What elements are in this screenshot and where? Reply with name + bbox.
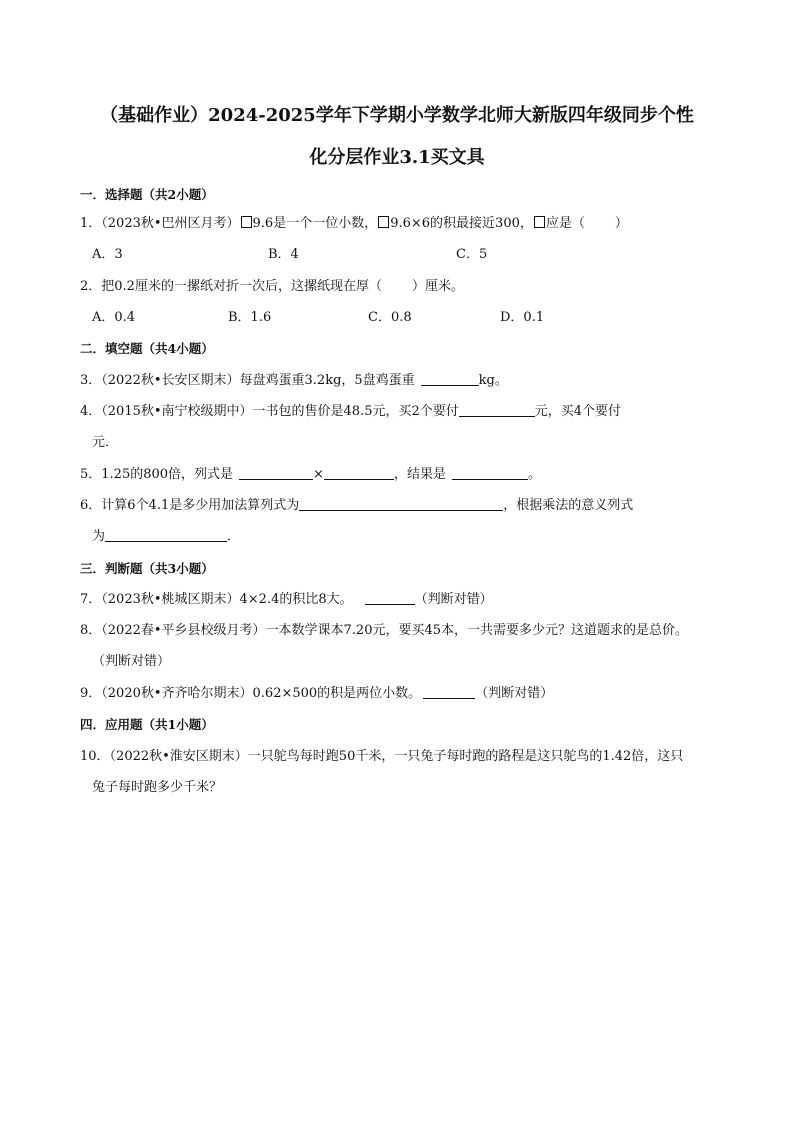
question-5 xyxy=(80,466,541,484)
question-6-text-1: 6．计算6个4.1是多少用加法算列式为 xyxy=(80,498,300,513)
answer-blank[interactable] xyxy=(459,403,535,417)
answer-blank[interactable] xyxy=(239,466,313,480)
option-2a: A．0.4 xyxy=(92,310,136,325)
section-heading-choice: 一．选择题（共2小题） xyxy=(80,187,214,202)
question-9 xyxy=(80,685,553,703)
section-heading-judge: 三．判断题（共3小题） xyxy=(80,561,214,576)
question-1 xyxy=(80,215,628,233)
question-3-text-2: kg。 xyxy=(478,373,508,388)
question-7 xyxy=(80,591,493,609)
answer-blank[interactable] xyxy=(421,372,479,386)
page-title-line-1: （基础作业）2024-2025学年下学期小学数学北师大新版四年级同步个性 xyxy=(100,105,694,126)
question-10-continued: 兔子每时跑多少千米？ xyxy=(92,780,223,795)
answer-blank[interactable] xyxy=(105,528,227,542)
question-5-text-1: 5．1.25的800倍，列式是 xyxy=(80,467,234,482)
section-heading-fill: 二．填空题（共4小题） xyxy=(80,341,214,356)
question-6-text-2: ，根据乘法的意义列式 xyxy=(503,498,634,513)
question-9-text-2: （判断对错） xyxy=(475,686,554,701)
question-6-continued xyxy=(92,528,240,546)
answer-blank[interactable] xyxy=(299,497,503,511)
question-8: 8．（2022春•平乡县校级月考）一本数学课本7.20元，要买45本，一共需要多少元？这道题求的是总价。 xyxy=(80,623,689,638)
option-1c: C．5 xyxy=(456,247,488,262)
question-1-part-4: ） xyxy=(614,216,628,231)
option-2c: C．0.8 xyxy=(368,310,412,325)
option-2b: B．1.6 xyxy=(228,310,272,325)
question-7-text-2: （判断对错） xyxy=(414,592,493,607)
question-1-part-2: 9.6×6的积最接近300， xyxy=(390,216,533,231)
question-3 xyxy=(80,372,508,390)
question-3-text-1: 3．（2022秋•长安区期末）每盘鸡蛋重3.2kg，5盘鸡蛋重 xyxy=(80,373,415,388)
question-1-prefix: 1．（2023秋•巴州区月考） xyxy=(80,216,240,231)
answer-blank[interactable] xyxy=(324,466,394,480)
answer-blank[interactable] xyxy=(452,466,528,480)
question-8-continued: （判断对错） xyxy=(92,654,171,669)
question-5-text-3: 。 xyxy=(527,467,541,482)
times-sign: × xyxy=(313,467,324,482)
question-4-text-2: 元，买4个要付 xyxy=(534,404,622,419)
option-1a: A．3 xyxy=(92,247,123,262)
question-4 xyxy=(80,403,621,421)
blank-box-icon xyxy=(378,216,389,228)
option-1b: B．4 xyxy=(268,247,299,262)
question-6 xyxy=(80,497,633,515)
answer-blank[interactable] xyxy=(365,591,415,605)
question-4-continued: 元． xyxy=(92,435,119,450)
question-5-text-2: ，结果是 xyxy=(393,467,446,482)
question-9-text-1: 9．（2020秋•齐齐哈尔期末）0.62×500的积是两位小数。 xyxy=(80,686,422,701)
blank-box-icon xyxy=(241,216,252,228)
question-1-part-1: 9.6是一个一位小数， xyxy=(252,216,378,231)
section-heading-application: 四．应用题（共1小题） xyxy=(80,717,214,732)
question-10: 10．（2022秋•淮安区期末）一只鸵鸟每时跑50千米，一只兔子每时跑的路程是这只鸵鸟的1.42倍，这只 xyxy=(80,749,684,764)
option-2d: D．0.1 xyxy=(500,310,545,325)
question-1-part-3: 应是（ xyxy=(545,216,585,231)
question-2-text-1: 2．把0.2厘米的一摞纸对折一次后，这摞纸现在厚（ xyxy=(80,279,382,294)
question-6-text-3: 为 xyxy=(92,529,106,544)
question-4-text-1: 4．（2015秋•南宁校级期中）一书包的售价是48.5元，买2个要付 xyxy=(80,404,459,419)
blank-box-icon xyxy=(534,216,545,228)
question-6-text-4: ． xyxy=(227,529,241,544)
question-7-text-1: 7．（2023秋•桃城区期末）4×2.4的积比8大。 xyxy=(80,592,353,607)
answer-blank[interactable] xyxy=(423,685,475,699)
question-2-text-2: ）厘米。 xyxy=(411,279,464,294)
page-title-line-2: 化分层作业3.1买文具 xyxy=(309,147,485,168)
question-2 xyxy=(80,278,464,296)
